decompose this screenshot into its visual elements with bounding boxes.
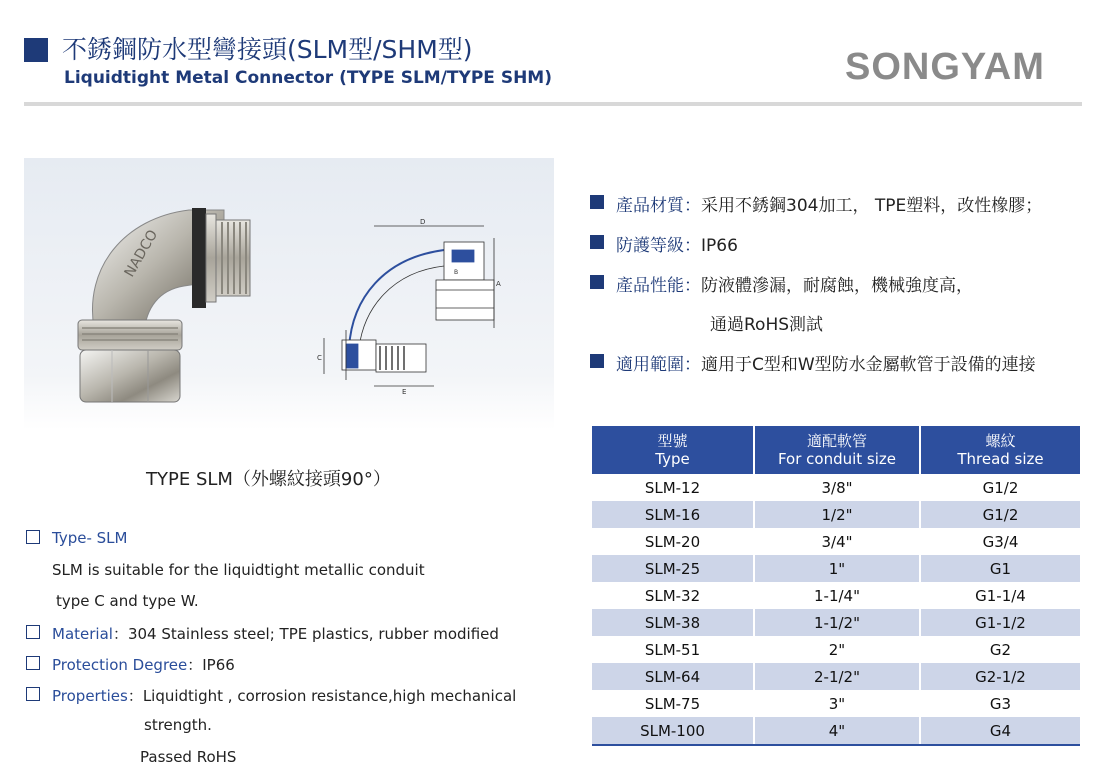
product-image-panel bbox=[24, 158, 554, 430]
square-bullet-icon bbox=[590, 275, 604, 289]
checkbox-icon bbox=[26, 656, 40, 670]
spec-properties-label: Properties bbox=[52, 687, 128, 705]
col-header-conduit-size: 適配軟管 For conduit size bbox=[754, 426, 920, 474]
property-protection: 防護等級：IP66 bbox=[616, 236, 738, 256]
page-title-english: Liquidtight Metal Connector (TYPE SLM/TYPE SHM) bbox=[64, 68, 552, 88]
product-caption: TYPE SLM（外螺紋接頭90°） bbox=[146, 469, 391, 490]
engraved-brand-text: NADCO bbox=[121, 227, 162, 280]
dim-label-e: E bbox=[402, 388, 407, 396]
property-performance-text-line2: 通過RoHS測試 bbox=[710, 315, 824, 335]
checkbox-icon bbox=[26, 625, 40, 639]
table-row: SLM-32 1-1/4" G1-1/4 bbox=[592, 582, 1080, 609]
spec-protection-label: Protection Degree bbox=[52, 656, 188, 674]
table-row: SLM-100 4" G4 bbox=[592, 717, 1080, 745]
table-row: SLM-38 1-1/2" G1-1/2 bbox=[592, 609, 1080, 636]
checkbox-icon bbox=[26, 687, 40, 701]
property-performance-text: 防液體滲漏，耐腐蝕，機械強度高， bbox=[701, 276, 973, 296]
square-bullet-icon bbox=[590, 354, 604, 368]
table-header-row bbox=[592, 426, 1080, 474]
spec-protection-text: ：IP66 bbox=[187, 656, 235, 674]
property-application: 適用範圍：適用于C型和W型防水金屬軟管于設備的連接 bbox=[616, 355, 1036, 375]
property-material: 產品材質：采用不銹鋼304加工， TPE塑料，改性橡膠； bbox=[616, 196, 1043, 216]
property-performance-label: 產品性能 bbox=[616, 276, 684, 296]
table-row: SLM-51 2" G2 bbox=[592, 636, 1080, 663]
product-illustration bbox=[24, 158, 554, 430]
square-bullet-icon bbox=[590, 195, 604, 209]
property-performance: 產品性能：防液體滲漏，耐腐蝕，機械強度高， bbox=[616, 276, 973, 296]
spec-properties bbox=[52, 685, 516, 706]
col-header-thread-size: 螺紋 Thread size bbox=[920, 426, 1080, 474]
spec-material-text: ：304 Stainless steel; TPE plastics, rubber modified bbox=[112, 625, 499, 643]
property-application-label: 適用範圍 bbox=[616, 355, 684, 375]
page-title-chinese: 不銹鋼防水型彎接頭(SLM型/SHM型) bbox=[62, 35, 473, 64]
property-protection-label: 防護等級 bbox=[616, 236, 684, 256]
spec-material bbox=[52, 623, 499, 644]
header-square-bullet bbox=[24, 38, 48, 62]
connector-photo bbox=[78, 208, 250, 402]
table-row: SLM-25 1" G1 bbox=[592, 555, 1080, 582]
spec-material-label: Material bbox=[52, 625, 113, 643]
col-header-type: 型號 Type bbox=[592, 426, 754, 474]
property-material-text: 采用不銹鋼304加工， TPE塑料，改性橡膠； bbox=[701, 196, 1043, 216]
spec-properties-line3: Passed RoHS bbox=[140, 748, 237, 766]
connector-technical-drawing bbox=[317, 218, 501, 396]
checkbox-icon bbox=[26, 530, 40, 544]
dim-label-d: D bbox=[420, 218, 426, 226]
dim-label-b: B bbox=[454, 269, 459, 276]
size-table bbox=[592, 426, 1080, 746]
dim-label-c: C bbox=[317, 354, 322, 362]
table-row: SLM-16 1/2" G1/2 bbox=[592, 501, 1080, 528]
spec-type-label: Type- SLM bbox=[52, 529, 128, 547]
dim-label-a: A bbox=[496, 280, 501, 288]
square-bullet-icon bbox=[590, 235, 604, 249]
table-row: SLM-64 2-1/2" G2-1/2 bbox=[592, 663, 1080, 690]
property-material-label: 產品材質 bbox=[616, 196, 684, 216]
property-protection-text: IP66 bbox=[701, 236, 738, 256]
songyam-logo: SONGYAM bbox=[845, 46, 1045, 88]
spec-properties-text: ：Liquidtight , corrosion resistance,high mechanical bbox=[127, 687, 517, 705]
spec-protection bbox=[52, 654, 235, 675]
property-application-text: 適用于C型和W型防水金屬軟管于設備的連接 bbox=[701, 355, 1036, 375]
table-row: SLM-75 3" G3 bbox=[592, 690, 1080, 717]
header-divider bbox=[24, 102, 1082, 106]
spec-type-desc-line2: type C and type W. bbox=[56, 592, 199, 610]
table-row: SLM-20 3/4" G3/4 bbox=[592, 528, 1080, 555]
table-row: SLM-12 3/8" G1/2 bbox=[592, 474, 1080, 501]
spec-properties-line2: strength. bbox=[144, 716, 212, 734]
spec-type-desc-line1: SLM is suitable for the liquidtight metallic conduit bbox=[52, 561, 425, 579]
